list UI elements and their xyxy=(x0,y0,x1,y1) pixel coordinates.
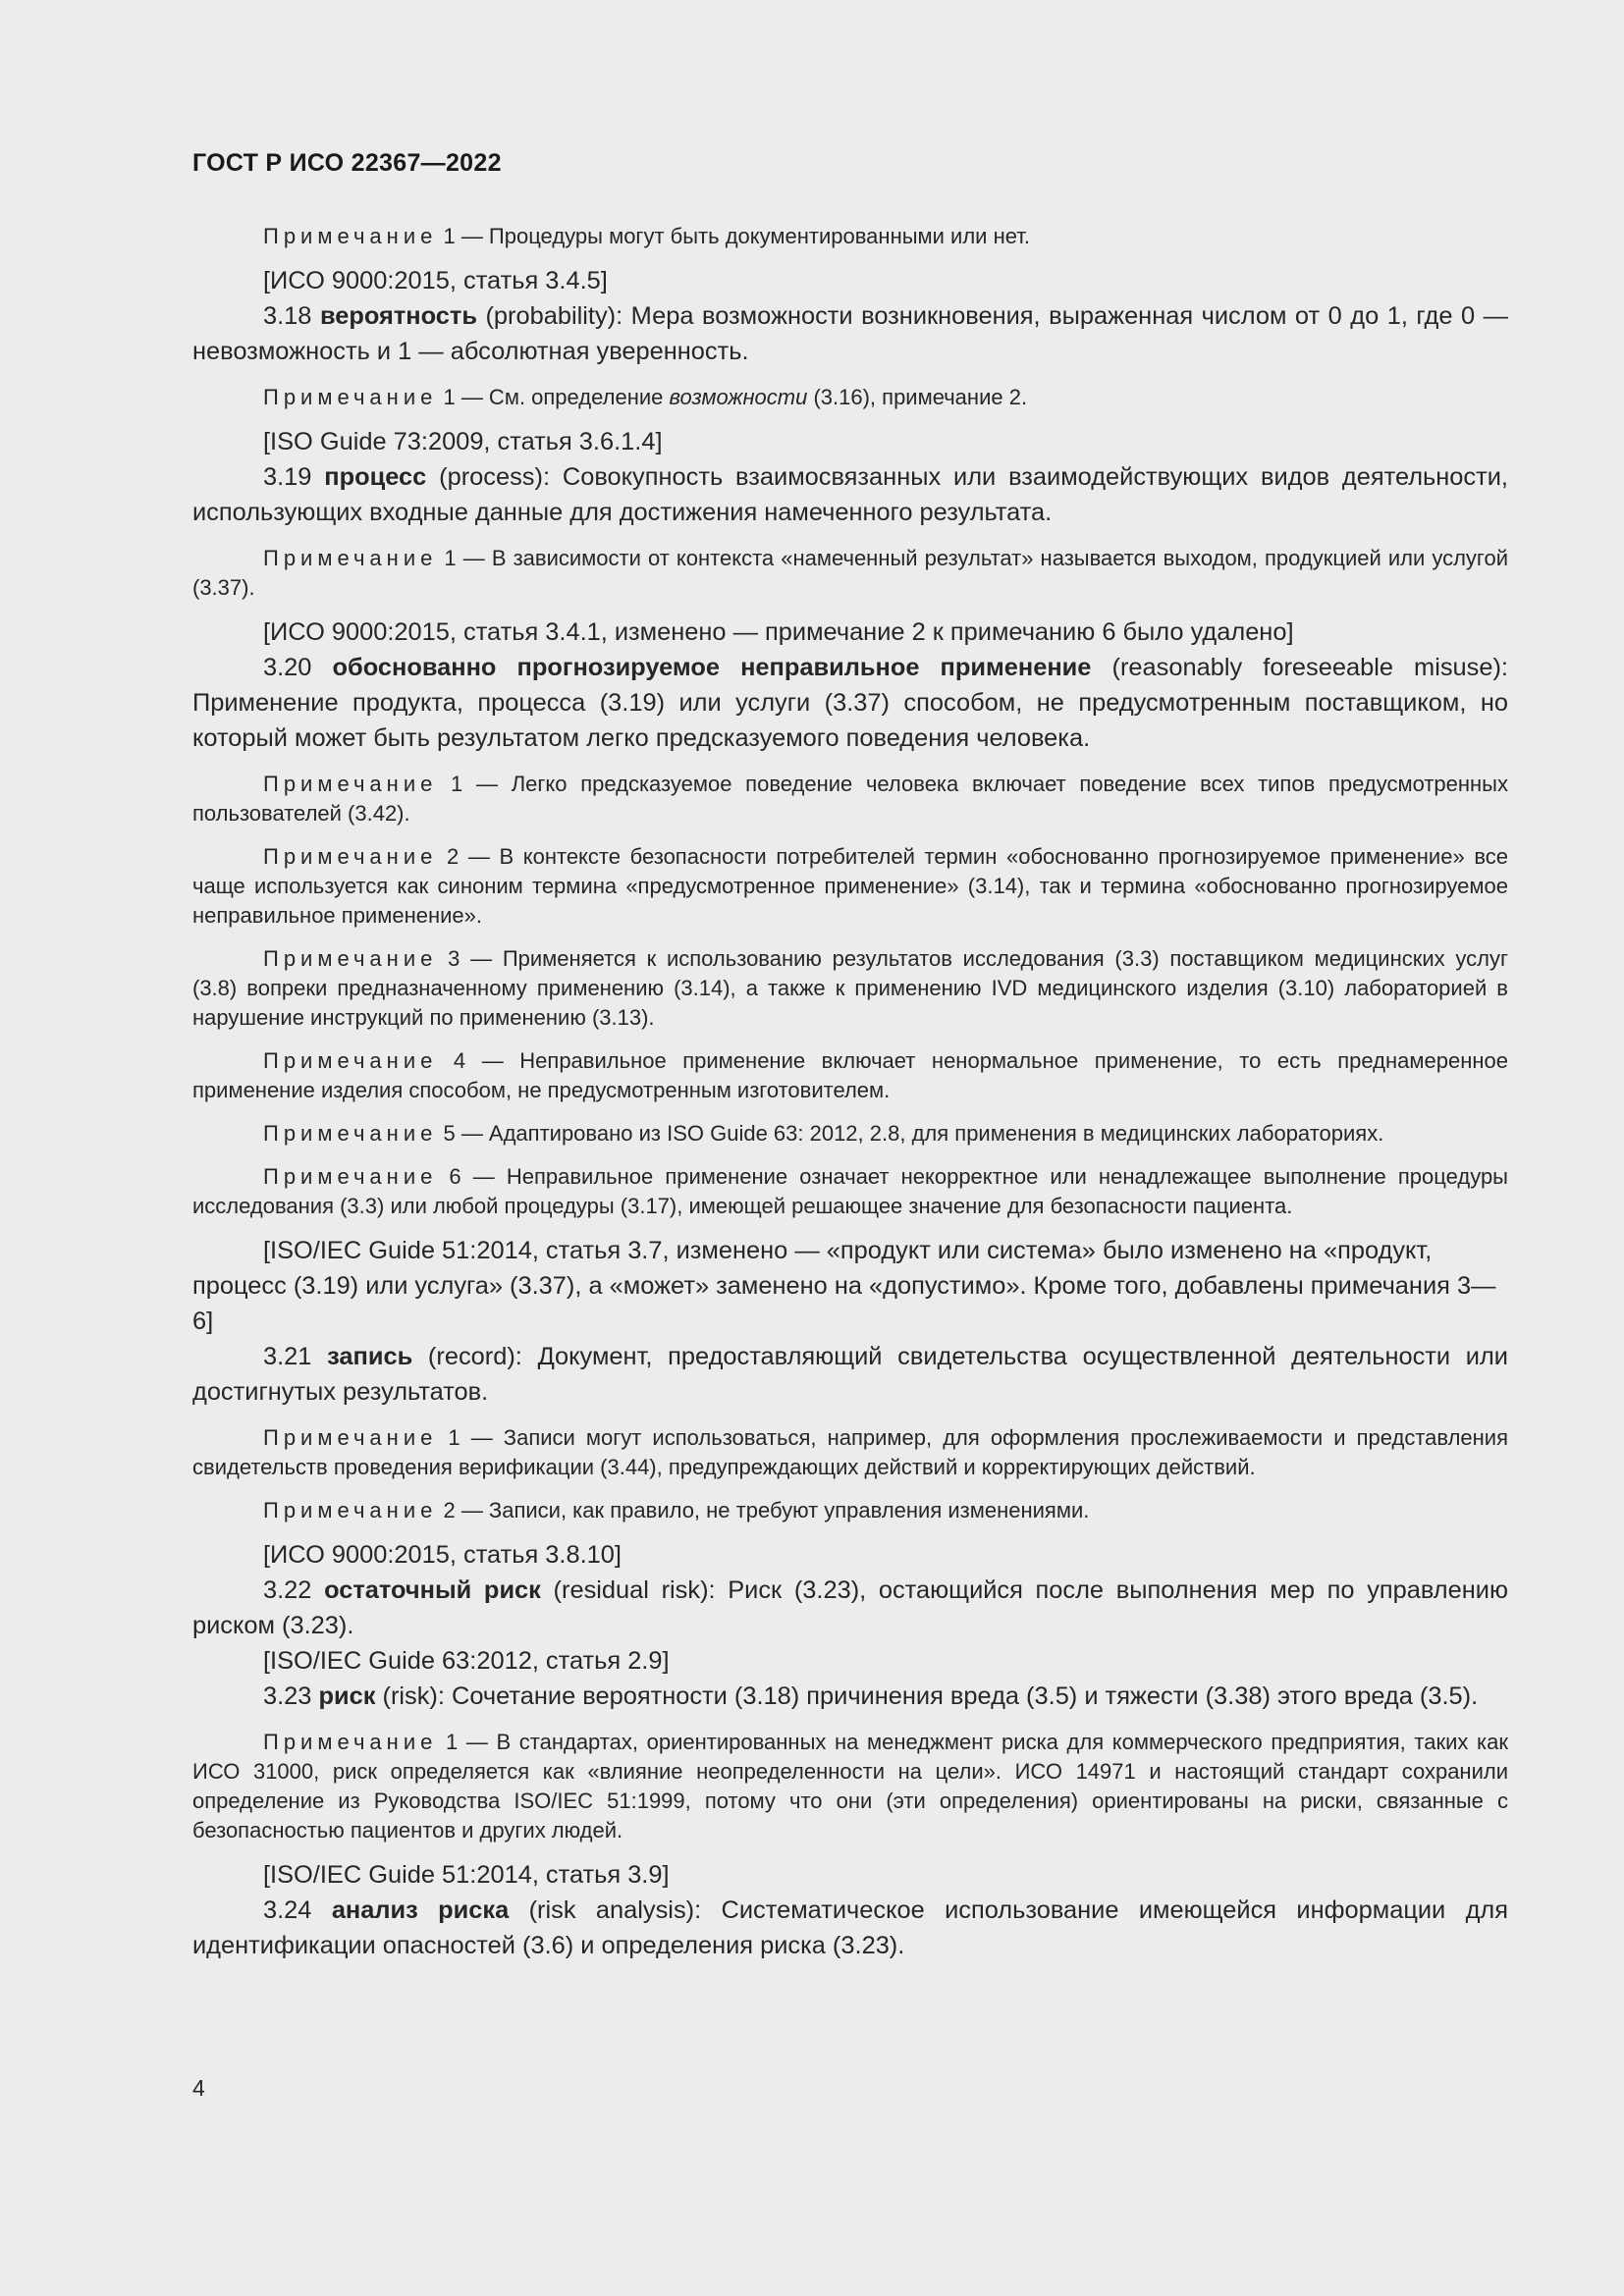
note-text: — Записи, как правило, не требуют управления изменениями. xyxy=(460,1498,1090,1522)
note-paragraph xyxy=(192,383,1508,412)
term-definition-text: (probability): Мера возможности возникновения, выраженная числом от 0 до 1, где 0 — невозможность и 1 — абсолютная уверенность. xyxy=(192,302,1508,365)
note-number: 6 xyxy=(437,1164,473,1189)
term-definition xyxy=(192,650,1508,756)
note-number: 1 xyxy=(437,772,476,796)
term-definition-text: (record): Документ, предоставляющий свидетельства осуществленной деятельности или достигнутых результатов. xyxy=(192,1343,1508,1406)
note-italic-term: возможности xyxy=(669,385,808,409)
term-number: 3.21 xyxy=(263,1343,328,1370)
source-reference: [ИСО 9000:2015, статья 3.4.5] xyxy=(263,267,608,294)
note-paragraph xyxy=(192,842,1508,931)
document-body xyxy=(192,222,1508,1963)
term-definition xyxy=(192,459,1508,530)
term-name: обоснованно прогнозируемое неправильное применение xyxy=(332,654,1092,681)
note-label: Примечание xyxy=(263,1730,438,1754)
document-header: ГОСТ Р ИСО 22367—2022 xyxy=(192,149,502,177)
note-text: — Записи могут использоваться, например, для оформления прослеживаемости и представления свидетельств проведения верификации (3.44), предупреждающих действий и корректирующих действий. xyxy=(192,1425,1508,1479)
note-paragraph xyxy=(192,1119,1508,1148)
term-definition xyxy=(192,1339,1508,1410)
term-definition xyxy=(192,298,1508,369)
note-paragraph xyxy=(192,1162,1508,1221)
note-label: Примечание xyxy=(263,772,438,796)
term-definition xyxy=(192,1893,1508,1963)
term-definition-text: (risk): Сочетание вероятности (3.18) причинения вреда (3.5) и тяжести (3.38) этого вреда (3.5). xyxy=(375,1682,1479,1710)
note-number: 5 xyxy=(437,1121,461,1146)
source-reference: [ИСО 9000:2015, статья 3.4.1, изменено — примечание 2 к примечанию 6 было удалено] xyxy=(263,618,1294,646)
term-number: 3.22 xyxy=(263,1576,325,1604)
note-paragraph xyxy=(192,1496,1508,1525)
note-label: Примечание xyxy=(263,546,438,570)
note-label: Примечание xyxy=(263,1048,438,1073)
term-number: 3.19 xyxy=(263,463,325,491)
term-number: 3.23 xyxy=(263,1682,319,1710)
term-definition-text: (process): Совокупность взаимосвязанных или взаимодействующих видов деятельности, использующих входные данные для достижения намеченного результата. xyxy=(192,463,1508,526)
note-text: — В зависимости от контекста «намеченный результат» называется выходом, продукцией или услугой (3.37). xyxy=(192,546,1508,600)
note-text: — Неправильное применение означает некорректное или ненадлежащее выполнение процедуры исследования (3.3) или любой процедуры (3.17), имеющей решающее значение для безопасности пациента. xyxy=(192,1164,1508,1218)
term-name: процесс xyxy=(324,463,427,491)
note-number: 2 xyxy=(437,844,468,869)
source-reference: [ИСО 9000:2015, статья 3.8.10] xyxy=(263,1541,622,1569)
note-paragraph xyxy=(192,1728,1508,1845)
term-definition-text: (reasonably foreseeable misuse): Применение продукта, процесса (3.19) или услуги (3.37) способом, не предусмотренным поставщиком, но который может быть результатом легко предсказуемого поведения человека. xyxy=(192,654,1508,752)
term-number: 3.18 xyxy=(263,302,320,330)
term-definition xyxy=(192,1679,1508,1714)
note-text: — Неправильное применение включает ненормальное применение, то есть преднамеренное применение изделия способом, не предусмотренным изготовителем. xyxy=(192,1048,1508,1102)
note-number: 1 xyxy=(437,224,461,248)
note-label: Примечание xyxy=(263,1121,438,1146)
note-label: Примечание xyxy=(263,1498,438,1522)
note-number: 1 xyxy=(437,1425,471,1450)
term-number: 3.24 xyxy=(263,1896,332,1924)
note-label: Примечание xyxy=(263,1425,438,1450)
term-name: запись xyxy=(327,1343,413,1370)
note-text: — Легко предсказуемое поведение человека включает поведение всех типов предусмотренных пользователей (3.42). xyxy=(192,772,1508,826)
note-number: 1 xyxy=(437,1730,466,1754)
term-definition-text: (residual risk): Риск (3.23), остающийся после выполнения мер по управлению риском (3.23). xyxy=(192,1576,1508,1639)
note-paragraph xyxy=(192,222,1508,251)
note-paragraph xyxy=(192,544,1508,603)
note-text: — Адаптировано из ISO Guide 63: 2012, 2.8, для применения в медицинских лабораториях. xyxy=(460,1121,1384,1146)
term-name: анализ риска xyxy=(331,1896,510,1924)
note-label: Примечание xyxy=(263,224,438,248)
note-number: 1 xyxy=(437,546,463,570)
source-reference: [ISO Guide 73:2009, статья 3.6.1.4] xyxy=(263,428,663,455)
term-name: остаточный риск xyxy=(324,1576,541,1604)
term-name: вероятность xyxy=(319,302,477,330)
note-paragraph xyxy=(192,944,1508,1033)
note-label: Примечание xyxy=(263,1164,438,1189)
note-paragraph xyxy=(192,770,1508,828)
page-number: 4 xyxy=(192,2075,205,2101)
note-label: Примечание xyxy=(263,385,438,409)
note-text: — См. определение xyxy=(460,385,670,409)
note-number: 4 xyxy=(437,1048,482,1073)
note-text: — Применяется к использованию результатов исследования (3.3) поставщиком медицинских услуг (3.8) вопреки предназначенному применению (3.14), а также к применению IVD медицинского изделия (3.10) лабораторией в нарушение инструкций по применению (3.13). xyxy=(192,946,1508,1030)
note-number: 1 xyxy=(437,385,461,409)
note-label: Примечание xyxy=(263,946,438,971)
note-paragraph xyxy=(192,1423,1508,1482)
source-reference: [ISO/IEC Guide 51:2014, статья 3.9] xyxy=(263,1861,670,1889)
term-name: риск xyxy=(318,1682,376,1710)
note-text: — Процедуры могут быть документированными или нет. xyxy=(460,224,1030,248)
note-number: 3 xyxy=(437,946,471,971)
source-reference: [ISO/IEC Guide 63:2012, статья 2.9] xyxy=(263,1647,670,1675)
term-definition-text: (risk analysis): Систематическое использование имеющейся информации для идентификации опасностей (3.6) и определения риска (3.23). xyxy=(192,1896,1508,1959)
note-paragraph xyxy=(192,1046,1508,1105)
note-text: — В стандартах, ориентированных на менеджмент риска для коммерческого предприятия, таких как ИСО 31000, риск определяется как «влияние неопределенности на цели». ИСО 14971 и настоящий стандарт сохранили определение из Руководства ISO/IEC 51:1999, потому что они (эти определения) ориентированы на риски, связанные с безопасностью пациентов и других людей. xyxy=(192,1730,1508,1842)
term-number: 3.20 xyxy=(263,654,333,681)
note-number: 2 xyxy=(437,1498,461,1522)
note-text: — В контексте безопасности потребителей термин «обоснованно прогнозируемое применение» все чаще используется как синоним термина «предусмотренное применение» (3.14), так и термина «обоснованно прогнозируемое неправильное применение». xyxy=(192,844,1508,928)
note-label: Примечание xyxy=(263,844,438,869)
source-reference: [ISO/IEC Guide 51:2014, статья 3.7, изменено — «продукт или система» было изменено на «продукт, процесс (3.19) или услуга» (3.37), а «может» заменено на «допустимо». Кроме того, добавлены примечания 3—6] xyxy=(192,1237,1496,1335)
note-text-after: (3.16), примечание 2. xyxy=(807,385,1028,409)
term-definition xyxy=(192,1573,1508,1643)
